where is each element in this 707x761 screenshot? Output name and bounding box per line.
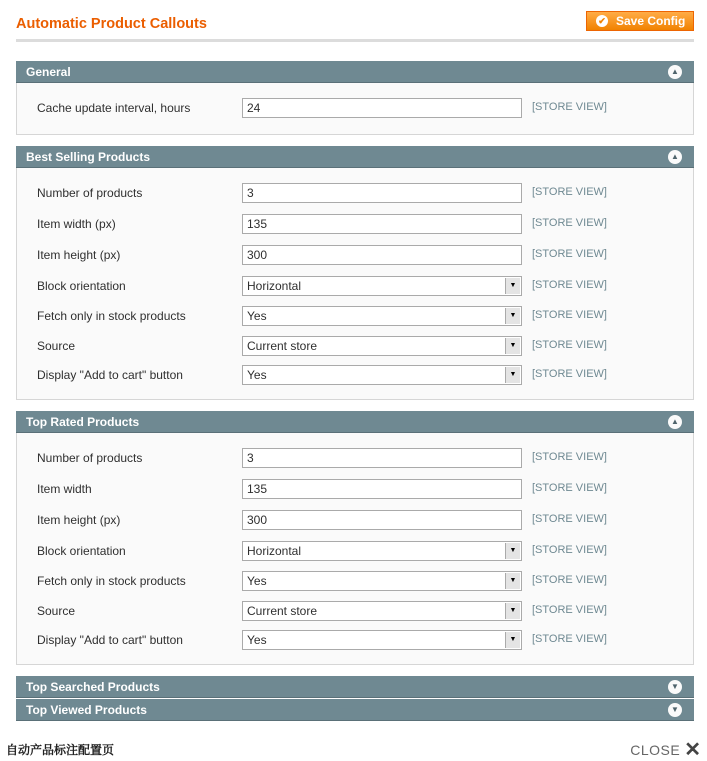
select-value: Yes	[247, 368, 267, 382]
section-title: General	[26, 65, 71, 79]
form-row	[17, 98, 693, 118]
section-best-selling	[16, 146, 694, 400]
scope-label: [STORE VIEW]	[532, 309, 607, 321]
section-body-top-rated	[16, 433, 694, 665]
scope-label: [STORE VIEW]	[532, 482, 607, 494]
item-width-input[interactable]: 135	[242, 479, 522, 499]
image-caption: 自动产品标注配置页	[6, 743, 115, 757]
field-label: Source	[37, 604, 76, 618]
add-to-cart-select[interactable]	[242, 630, 522, 650]
form-row	[17, 306, 693, 326]
form-row	[17, 510, 693, 530]
close-icon[interactable]: ✕	[684, 739, 701, 761]
field-label: Display "Add to cart" button	[37, 368, 183, 382]
form-row	[17, 214, 693, 234]
scope-label: [STORE VIEW]	[532, 101, 607, 113]
save-config-label: Save Config	[616, 14, 686, 28]
fetch-in-stock-select[interactable]	[242, 306, 522, 326]
number-of-products-input[interactable]: 3	[242, 183, 522, 203]
scope-label: [STORE VIEW]	[532, 604, 607, 616]
form-row	[17, 448, 693, 468]
save-config-button[interactable]	[586, 11, 694, 31]
scope-label: [STORE VIEW]	[532, 451, 607, 463]
field-label: Fetch only in stock products	[37, 574, 186, 588]
dropdown-arrow-icon[interactable]: ▼	[505, 543, 520, 559]
check-circle-icon: ✔	[596, 15, 608, 27]
block-orientation-select[interactable]	[242, 276, 522, 296]
scope-label: [STORE VIEW]	[532, 248, 607, 260]
dropdown-arrow-icon[interactable]: ▼	[505, 278, 520, 294]
section-header-top-searched[interactable]	[16, 676, 694, 698]
item-height-input[interactable]: 300	[242, 245, 522, 265]
field-label: Item width	[37, 482, 92, 496]
chevron-up-icon[interactable]: ▲	[668, 150, 682, 164]
cache-interval-input[interactable]: 24	[242, 98, 522, 118]
block-orientation-select[interactable]	[242, 541, 522, 561]
form-row	[17, 601, 693, 621]
section-header-best-selling[interactable]	[16, 146, 694, 168]
fetch-in-stock-select[interactable]	[242, 571, 522, 591]
field-label: Item height (px)	[37, 513, 121, 527]
dropdown-arrow-icon[interactable]: ▼	[505, 338, 520, 354]
scope-label: [STORE VIEW]	[532, 574, 607, 586]
select-value: Horizontal	[247, 544, 302, 558]
section-title: Top Rated Products	[26, 415, 140, 429]
dropdown-arrow-icon[interactable]: ▼	[505, 603, 520, 619]
section-top-rated	[16, 411, 694, 665]
field-label: Fetch only in stock products	[37, 309, 186, 323]
section-header-top-viewed[interactable]	[16, 699, 694, 721]
select-value: Current store	[247, 339, 318, 353]
select-value: Current store	[247, 604, 318, 618]
item-width-input[interactable]: 135	[242, 214, 522, 234]
chevron-up-icon[interactable]: ▲	[668, 65, 682, 79]
form-row	[17, 541, 693, 561]
page-header	[16, 8, 694, 42]
section-top-viewed	[16, 699, 694, 721]
dropdown-arrow-icon[interactable]: ▼	[505, 367, 520, 383]
form-row	[17, 365, 693, 385]
select-value: Yes	[247, 574, 267, 588]
section-body-best-selling	[16, 168, 694, 400]
scope-label: [STORE VIEW]	[532, 279, 607, 291]
page-title: Automatic Product Callouts	[16, 16, 207, 32]
close-label: CLOSE	[630, 742, 681, 758]
section-header-general[interactable]	[16, 61, 694, 83]
form-row	[17, 571, 693, 591]
field-label: Block orientation	[37, 544, 126, 558]
field-label: Number of products	[37, 451, 143, 465]
field-label: Number of products	[37, 186, 143, 200]
scope-label: [STORE VIEW]	[532, 368, 607, 380]
dropdown-arrow-icon[interactable]: ▼	[505, 573, 520, 589]
scope-label: [STORE VIEW]	[532, 339, 607, 351]
section-title: Best Selling Products	[26, 150, 151, 164]
scope-label: [STORE VIEW]	[532, 633, 607, 645]
form-row	[17, 336, 693, 356]
scope-label: [STORE VIEW]	[532, 513, 607, 525]
section-general	[16, 61, 694, 135]
scope-label: [STORE VIEW]	[532, 186, 607, 198]
number-of-products-input[interactable]: 3	[242, 448, 522, 468]
field-label: Block orientation	[37, 279, 126, 293]
chevron-down-icon[interactable]: ▼	[668, 703, 682, 717]
select-value: Horizontal	[247, 279, 302, 293]
field-label: Display "Add to cart" button	[37, 633, 183, 647]
field-label: Cache update interval, hours	[37, 101, 191, 115]
field-label: Item height (px)	[37, 248, 121, 262]
chevron-up-icon[interactable]: ▲	[668, 415, 682, 429]
form-row	[17, 630, 693, 650]
form-row	[17, 479, 693, 499]
add-to-cart-select[interactable]	[242, 365, 522, 385]
section-body-general	[16, 83, 694, 135]
section-top-searched	[16, 676, 694, 698]
select-value: Yes	[247, 633, 267, 647]
form-row	[17, 276, 693, 296]
field-label: Item width (px)	[37, 217, 116, 231]
form-row	[17, 245, 693, 265]
chevron-down-icon[interactable]: ▼	[668, 680, 682, 694]
scope-label: [STORE VIEW]	[532, 217, 607, 229]
dropdown-arrow-icon[interactable]: ▼	[505, 632, 520, 648]
select-value: Yes	[247, 309, 267, 323]
form-row	[17, 183, 693, 203]
section-title: Top Viewed Products	[26, 703, 147, 717]
close-button[interactable]	[630, 739, 701, 761]
section-header-top-rated[interactable]	[16, 411, 694, 433]
item-height-input[interactable]: 300	[242, 510, 522, 530]
source-select[interactable]	[242, 336, 522, 356]
scope-label: [STORE VIEW]	[532, 544, 607, 556]
source-select[interactable]	[242, 601, 522, 621]
section-title: Top Searched Products	[26, 680, 160, 694]
dropdown-arrow-icon[interactable]: ▼	[505, 308, 520, 324]
field-label: Source	[37, 339, 76, 353]
